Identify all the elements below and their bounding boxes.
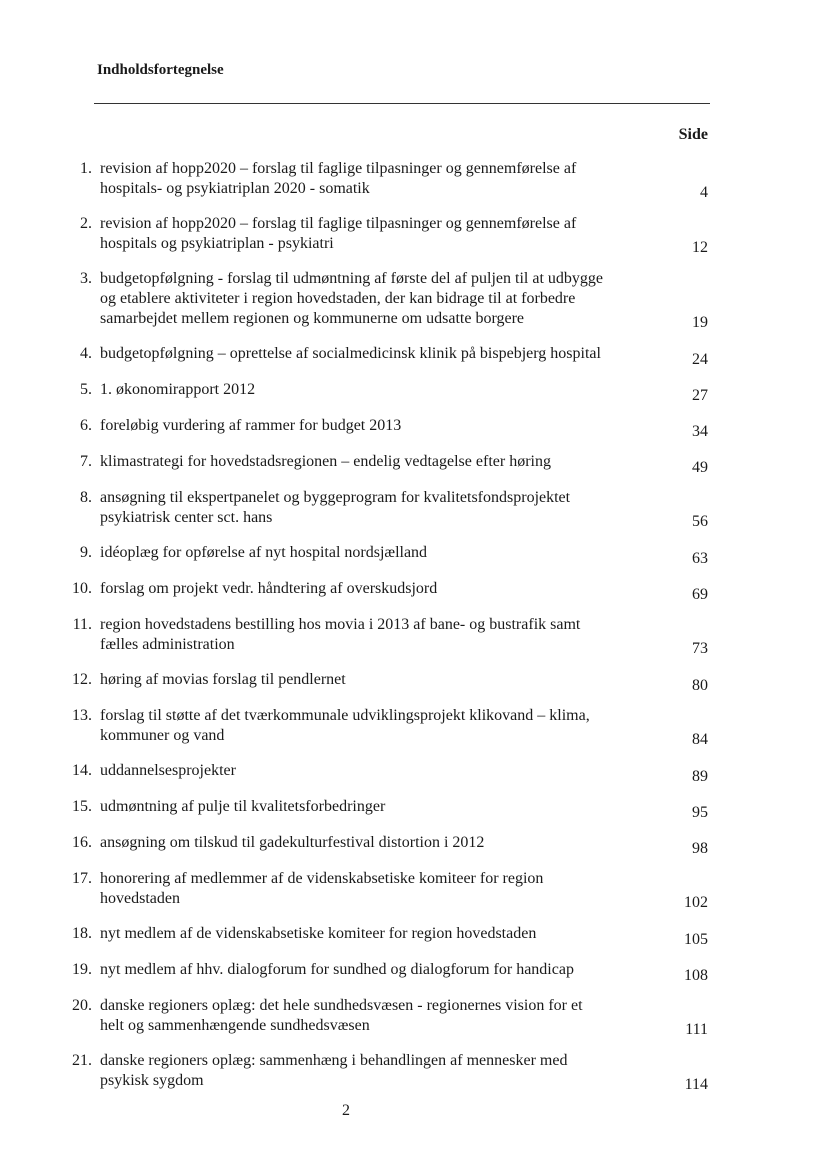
toc-entry-title bbox=[100, 543, 660, 563]
toc-entry-line: samarbejdet mellem regionen og kommunerne om udsatte borgere bbox=[100, 310, 525, 327]
toc-entry-page: 24 bbox=[692, 351, 708, 368]
page-column-header: Side bbox=[678, 126, 708, 143]
page-number: 2 bbox=[342, 1102, 350, 1119]
toc-entry-title bbox=[100, 797, 660, 817]
toc-entry-number: 16. bbox=[72, 834, 92, 851]
toc-entry-title bbox=[100, 269, 660, 329]
title-divider bbox=[94, 103, 710, 104]
toc-entry-number: 21. bbox=[72, 1052, 92, 1069]
toc-entry-line: region hovedstadens bestilling hos movia i 2013 af bane- og bustrafik samt bbox=[100, 616, 581, 633]
toc-entry-title bbox=[100, 960, 660, 980]
toc-entry-title bbox=[100, 615, 660, 655]
toc-entry-line: kommuner og vand bbox=[100, 727, 225, 744]
toc-entry-number: 7. bbox=[80, 453, 92, 470]
toc-entry-line: danske regioners oplæg: sammenhæng i behandlingen af mennesker med bbox=[100, 1052, 568, 1069]
toc-entry-title bbox=[100, 1051, 660, 1091]
toc-entry-line: revision af hopp2020 – forslag til faglige tilpasninger og gennemførelse af bbox=[100, 215, 577, 232]
toc-entry-title bbox=[100, 833, 660, 853]
toc-entry-number: 12. bbox=[72, 671, 92, 688]
toc-entry-title bbox=[100, 579, 660, 599]
toc-entry-title bbox=[100, 670, 660, 690]
toc-entry-line: fælles administration bbox=[100, 636, 235, 653]
toc-entry-title bbox=[100, 452, 660, 472]
toc-entry-number: 19. bbox=[72, 961, 92, 978]
toc-entry-page: 105 bbox=[684, 931, 708, 948]
toc-entry-number: 6. bbox=[80, 417, 92, 434]
toc-entry-number: 17. bbox=[72, 870, 92, 887]
toc-entry-line: 1. økonomirapport 2012 bbox=[100, 381, 256, 398]
toc-entry-line: nyt medlem af de videnskabsetiske komiteer for region hovedstaden bbox=[100, 925, 537, 942]
toc-entry-line: nyt medlem af hhv. dialogforum for sundhed og dialogforum for handicap bbox=[100, 961, 574, 978]
toc-entry-title bbox=[100, 159, 660, 199]
toc-entry-line: klimastrategi for hovedstadsregionen – endelig vedtagelse efter høring bbox=[100, 453, 551, 470]
toc-entry-page: 63 bbox=[692, 550, 708, 567]
toc-entry-page: 49 bbox=[692, 459, 708, 476]
toc-entry-number: 4. bbox=[80, 345, 92, 362]
toc-entry-number: 3. bbox=[80, 270, 92, 287]
toc-entry-number: 9. bbox=[80, 544, 92, 561]
toc-entry-number: 14. bbox=[72, 762, 92, 779]
toc-entry-page: 27 bbox=[692, 387, 708, 404]
toc-entry-line: udmøntning af pulje til kvalitetsforbedringer bbox=[100, 798, 386, 815]
toc-entry-line: foreløbig vurdering af rammer for budget 2013 bbox=[100, 417, 402, 434]
toc-entry-title bbox=[100, 869, 660, 909]
toc-entry-line: høring af movias forslag til pendlernet bbox=[100, 671, 346, 688]
toc-entry-line: og etablere aktiviteter i region hovedstaden, der kan bidrage til at forbedre bbox=[100, 290, 576, 307]
toc-entry-line: uddannelsesprojekter bbox=[100, 762, 236, 779]
toc-entry-page: 69 bbox=[692, 586, 708, 603]
toc-entry-page: 12 bbox=[692, 239, 708, 256]
toc-entry-page: 73 bbox=[692, 640, 708, 657]
toc-entry-line: psykiatrisk center sct. hans bbox=[100, 509, 273, 526]
toc-entry-page: 95 bbox=[692, 804, 708, 821]
toc-entry-title bbox=[100, 214, 660, 254]
toc-entry-number: 13. bbox=[72, 707, 92, 724]
toc-entry-page: 34 bbox=[692, 423, 708, 440]
toc-entry-title bbox=[100, 488, 660, 528]
toc-entry-number: 20. bbox=[72, 997, 92, 1014]
toc-entry-page: 19 bbox=[692, 314, 708, 331]
toc-entry-title bbox=[100, 380, 660, 400]
toc-entry-page: 80 bbox=[692, 677, 708, 694]
toc-entry-page: 98 bbox=[692, 840, 708, 857]
toc-entry-line: hovedstaden bbox=[100, 890, 180, 907]
toc-entry-line: helt og sammenhængende sundhedsvæsen bbox=[100, 1017, 370, 1034]
toc-entry-title bbox=[100, 706, 660, 746]
toc-entry-line: ansøgning om tilskud til gadekulturfestival distortion i 2012 bbox=[100, 834, 485, 851]
document-title: Indholdsfortegnelse bbox=[97, 62, 224, 78]
toc-entry-number: 5. bbox=[80, 381, 92, 398]
toc-entry-number: 15. bbox=[72, 798, 92, 815]
toc-entry-line: hospitals- og psykiatriplan 2020 - somatik bbox=[100, 180, 370, 197]
toc-entry-line: forslag til støtte af det tværkommunale udviklingsprojekt klikovand – klima, bbox=[100, 707, 590, 724]
toc-entry-line: hospitals og psykiatriplan - psykiatri bbox=[100, 235, 334, 252]
toc-entry-line: budgetopfølgning – oprettelse af socialmedicinsk klinik på bispebjerg hospital bbox=[100, 345, 601, 362]
toc-entry-title bbox=[100, 924, 660, 944]
toc-entry-page: 114 bbox=[684, 1076, 708, 1093]
toc-entry-title bbox=[100, 761, 660, 781]
toc-entry-line: honorering af medlemmer af de videnskabsetiske komiteer for region bbox=[100, 870, 544, 887]
toc-entry-number: 1. bbox=[80, 160, 92, 177]
toc-entry-line: ansøgning til ekspertpanelet og byggeprogram for kvalitetsfondsprojektet bbox=[100, 489, 571, 506]
toc-entry-page: 111 bbox=[685, 1021, 708, 1038]
toc-entry-number: 10. bbox=[72, 580, 92, 597]
toc-entry-number: 2. bbox=[80, 215, 92, 232]
toc-entry-line: revision af hopp2020 – forslag til faglige tilpasninger og gennemførelse af bbox=[100, 160, 577, 177]
toc-entry-page: 89 bbox=[692, 768, 708, 785]
toc-entry-line: forslag om projekt vedr. håndtering af overskudsjord bbox=[100, 580, 438, 597]
toc-entry-number: 11. bbox=[72, 616, 92, 633]
toc-entry-page: 102 bbox=[684, 894, 708, 911]
toc-entry-line: idéoplæg for opførelse af nyt hospital nordsjælland bbox=[100, 544, 428, 561]
toc-entry-page: 84 bbox=[692, 731, 708, 748]
toc-entry-number: 18. bbox=[72, 925, 92, 942]
toc-entry-number: 8. bbox=[80, 489, 92, 506]
toc-entry-line: psykisk sygdom bbox=[100, 1072, 204, 1089]
toc-entry-title bbox=[100, 416, 660, 436]
toc-entry-line: danske regioners oplæg: det hele sundhedsvæsen - regionernes vision for et bbox=[100, 997, 583, 1014]
toc-entry-title bbox=[100, 344, 660, 364]
toc-entry-page: 108 bbox=[684, 967, 708, 984]
toc-entry-line: budgetopfølgning - forslag til udmøntning af første del af puljen til at udbygge bbox=[100, 270, 604, 287]
toc-entry-page: 4 bbox=[700, 184, 708, 201]
toc-entry-page: 56 bbox=[692, 513, 708, 530]
toc-entry-title bbox=[100, 996, 660, 1036]
